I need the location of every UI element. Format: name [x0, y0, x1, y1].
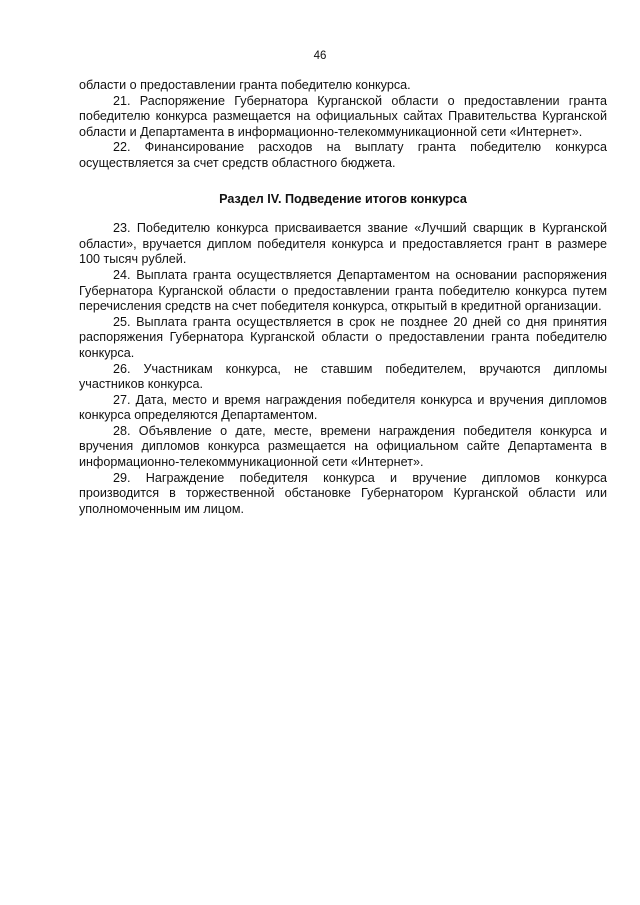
paragraph-23: 23. Победителю конкурса присваивается звание «Лучший сварщик в Курганской области», вручается диплом победителя конкурса и предоставляется грант в размере 100 тысяч рублей.	[79, 221, 607, 267]
paragraph-continuation: области о предоставлении гранта победителю конкурса.	[79, 78, 411, 92]
document-body	[79, 78, 607, 517]
paragraph-29: 29. Награждение победителя конкурса и вручение дипломов конкурса производится в торжественной обстановке Губернатором Курганской области или уполномоченным им лицом.	[79, 470, 607, 516]
section-heading: Раздел IV. Подведение итогов конкурса	[219, 191, 467, 206]
paragraph-24: 24. Выплата гранта осуществляется Департаментом на основании распоряжения Губернатора Курганской области о предоставлении гранта победителю конкурса путем перечисления средств на счет победителя конкурса, открытый в кредитной организации.	[79, 267, 607, 314]
paragraph-26: 26. Участникам конкурса, не ставшим победителем, вручаются дипломы участников конкурса.	[79, 361, 607, 392]
paragraph-21: 21. Распоряжение Губернатора Курганской области о предоставлении гранта победителю конкурса размещается на официальных сайтах Правительства Курганской области и Департамента в информационно-телекоммуникационной сети «Интернет».	[79, 93, 607, 139]
paragraph-28: 28. Объявление о дате, месте, времени награждения победителя конкурса и вручения дипломов конкурса размещается на официальном сайте Департамента в информационно-телекоммуникационной сети «Интернет».	[79, 423, 607, 470]
paragraph-25: 25. Выплата гранта осуществляется в срок не позднее 20 дней со дня принятия распоряжения Губернатора Курганской области о предоставлении гранта победителю конкурса.	[79, 314, 607, 360]
paragraph-22: 22. Финансирование расходов на выплату гранта победителю конкурса осуществляется за счет средств областного бюджета.	[79, 140, 607, 170]
page-number: 46	[313, 50, 327, 62]
paragraph-27: 27. Дата, место и время награждения победителя конкурса и вручения дипломов конкурса определяются Департаментом.	[79, 392, 607, 423]
